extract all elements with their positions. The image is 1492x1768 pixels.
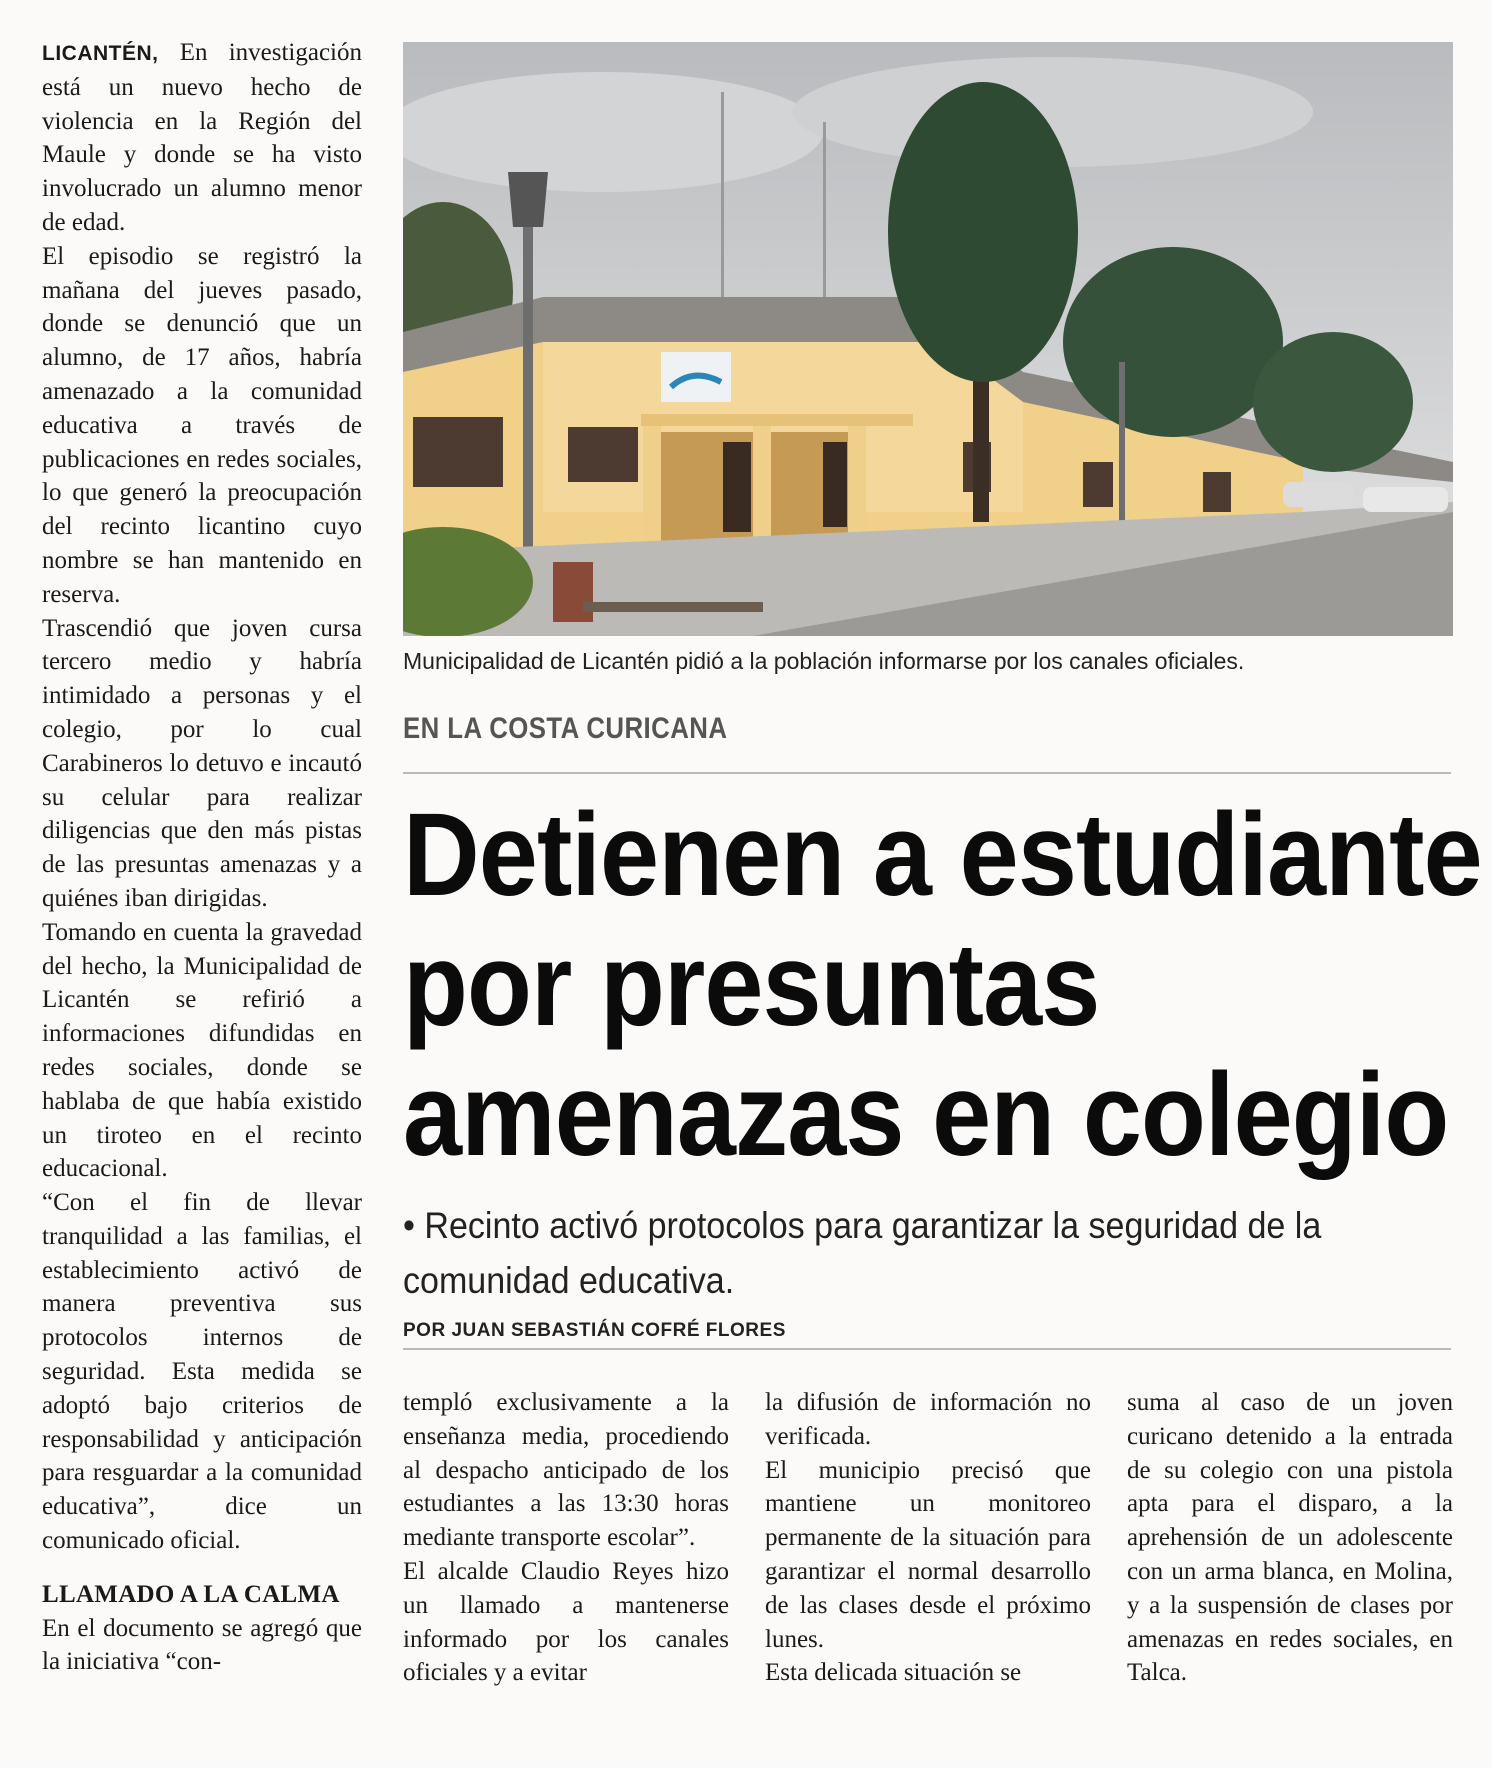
cloud — [403, 72, 823, 192]
tree-canopy — [1063, 247, 1283, 437]
byline: POR JUAN SEBASTIÁN COFRÉ FLORES — [403, 1320, 786, 1341]
left-column — [42, 36, 362, 1679]
paragraph: templó exclusivamente a la enseñanza media, procediendo al despacho anticipado de los estudiantes a las 13:30 horas mediante transporte escolar”. — [403, 1389, 729, 1552]
window — [568, 427, 638, 482]
porch-beam — [641, 414, 913, 426]
headline — [403, 789, 1482, 1181]
paragraph: El alcalde Claudio Reyes hizo un llamado a mantenerse informado por los canales oficiales y a evitar — [403, 1557, 729, 1687]
section-subhead: LLAMADO A LA CALMA — [42, 1580, 340, 1608]
article-photo — [403, 42, 1453, 636]
dateline: LICANTÉN, — [42, 42, 159, 65]
body-column-1 — [403, 1386, 729, 1690]
lamp-head — [508, 172, 548, 227]
window — [1083, 462, 1113, 507]
section-kicker: EN LA COSTA CURICANA — [403, 712, 728, 745]
paragraph — [42, 36, 362, 240]
window — [413, 417, 503, 487]
paragraph: Trascendió que joven cursa tercero medio y habría intimidado a personas y el colegio, por lo cual Carabineros lo detuvo e incautó su celular para realizar diligencias que den más pistas de las presuntas amenazas y a quiénes iban dirigidas. — [42, 614, 362, 912]
trash-bin — [553, 562, 593, 622]
tree-canopy — [1253, 332, 1413, 472]
paragraph: En el documento se agregó que la iniciativa “con- — [42, 1614, 362, 1676]
paragraph: suma al caso de un joven curicano detenido a la entrada de su colegio con una pistola apta para el disparo, a la aprehensión de un adolescente con un arma blanca, en Molina, y a la suspensión de clases por amenazas en redes sociales, en Talca. — [1127, 1389, 1453, 1687]
paragraph: El episodio se registró la mañana del jueves pasado, donde se denunció que un alumno, de 17 años, habría amenazado a la comunidad educativa a través de publicaciones en redes sociales, lo que generó la preocupación del recinto licantino cuyo nombre se han mantenido en reserva. — [42, 242, 362, 608]
headline-line: Detienen a estudiante — [403, 789, 1482, 921]
car — [1363, 487, 1448, 512]
door — [723, 442, 751, 532]
paragraph: Tomando en cuenta la gravedad del hecho, la Municipalidad de Licantén se refirió a informaciones difundidas en redes sociales, donde se hablaba de que había existido un tiroteo en el recinto educacional. — [42, 918, 362, 1183]
paragraph: “Con el fin de llevar tranquilidad a las familias, el establecimiento activó de manera preventiva sus protocolos internos de seguridad. Esta medida se adoptó bajo criterios de responsabilidad y anticipación para resguardar a la comunidad educativa”, dice un comunicado oficial. — [42, 1189, 362, 1555]
paragraph: El municipio precisó que mantiene un monitoreo permanente de la situación para garantizar el normal desarrollo de las clases desde el próximo lunes. — [765, 1456, 1091, 1653]
divider — [403, 1348, 1451, 1350]
window — [1203, 472, 1231, 512]
divider — [403, 772, 1451, 774]
headline-line: amenazas en colegio — [403, 1049, 1449, 1181]
tree-canopy — [888, 82, 1078, 382]
photo-caption: Municipalidad de Licantén pidió a la población informarse por los canales oficiales. — [403, 648, 1245, 674]
paragraph: la difusión de información no verificada. — [765, 1389, 1091, 1450]
car — [1283, 482, 1353, 507]
body-column-2 — [765, 1386, 1091, 1690]
municipal-building-illustration — [403, 42, 1453, 636]
deck-summary: • Recinto activó protocolos para garantizar la seguridad de la comunidad educativa. — [403, 1205, 1322, 1301]
body-column-3 — [1127, 1386, 1453, 1690]
paragraph-text: En investigación está un nuevo hecho de violencia en la Región del Maule y donde se ha visto involucrado un alumno menor de edad. — [42, 39, 363, 236]
lamp-post — [1119, 362, 1125, 532]
bench — [583, 602, 763, 612]
door — [823, 442, 847, 527]
paragraph: Esta delicada situación se — [765, 1659, 1022, 1687]
headline-line: por presuntas — [403, 919, 1100, 1051]
